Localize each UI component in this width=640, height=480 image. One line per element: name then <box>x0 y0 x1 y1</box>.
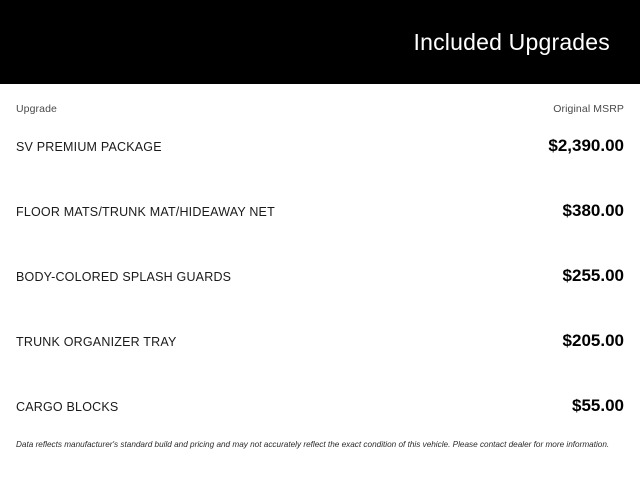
upgrade-price: $205.00 <box>562 331 624 350</box>
upgrade-name: TRUNK ORGANIZER TRAY <box>16 335 177 349</box>
upgrade-price: $255.00 <box>562 266 624 285</box>
disclaimer-text: Data reflects manufacturer's standard build and pricing and may not accurately reflect the exact condition of this vehicle. Please contact dealer for more information. <box>16 440 610 449</box>
upgrade-name: FLOOR MATS/TRUNK MAT/HIDEAWAY NET <box>16 205 275 219</box>
upgrades-table <box>0 84 640 449</box>
upgrade-price: $55.00 <box>572 396 624 415</box>
page-title: Included Upgrades <box>413 28 610 55</box>
upgrade-price: $380.00 <box>562 201 624 220</box>
column-header-upgrade: Upgrade <box>16 103 57 115</box>
page-header <box>0 0 640 84</box>
upgrade-name: SV PREMIUM PACKAGE <box>16 140 162 154</box>
table-row <box>16 254 624 319</box>
upgrade-price: $2,390.00 <box>548 136 624 155</box>
table-body <box>16 124 624 449</box>
table-row <box>16 124 624 189</box>
column-header-msrp: Original MSRP <box>553 103 624 115</box>
table-column-headers <box>16 84 624 115</box>
upgrade-name: BODY-COLORED SPLASH GUARDS <box>16 270 232 284</box>
table-row <box>16 319 624 384</box>
upgrade-name: CARGO BLOCKS <box>16 400 119 414</box>
table-row <box>16 189 624 254</box>
